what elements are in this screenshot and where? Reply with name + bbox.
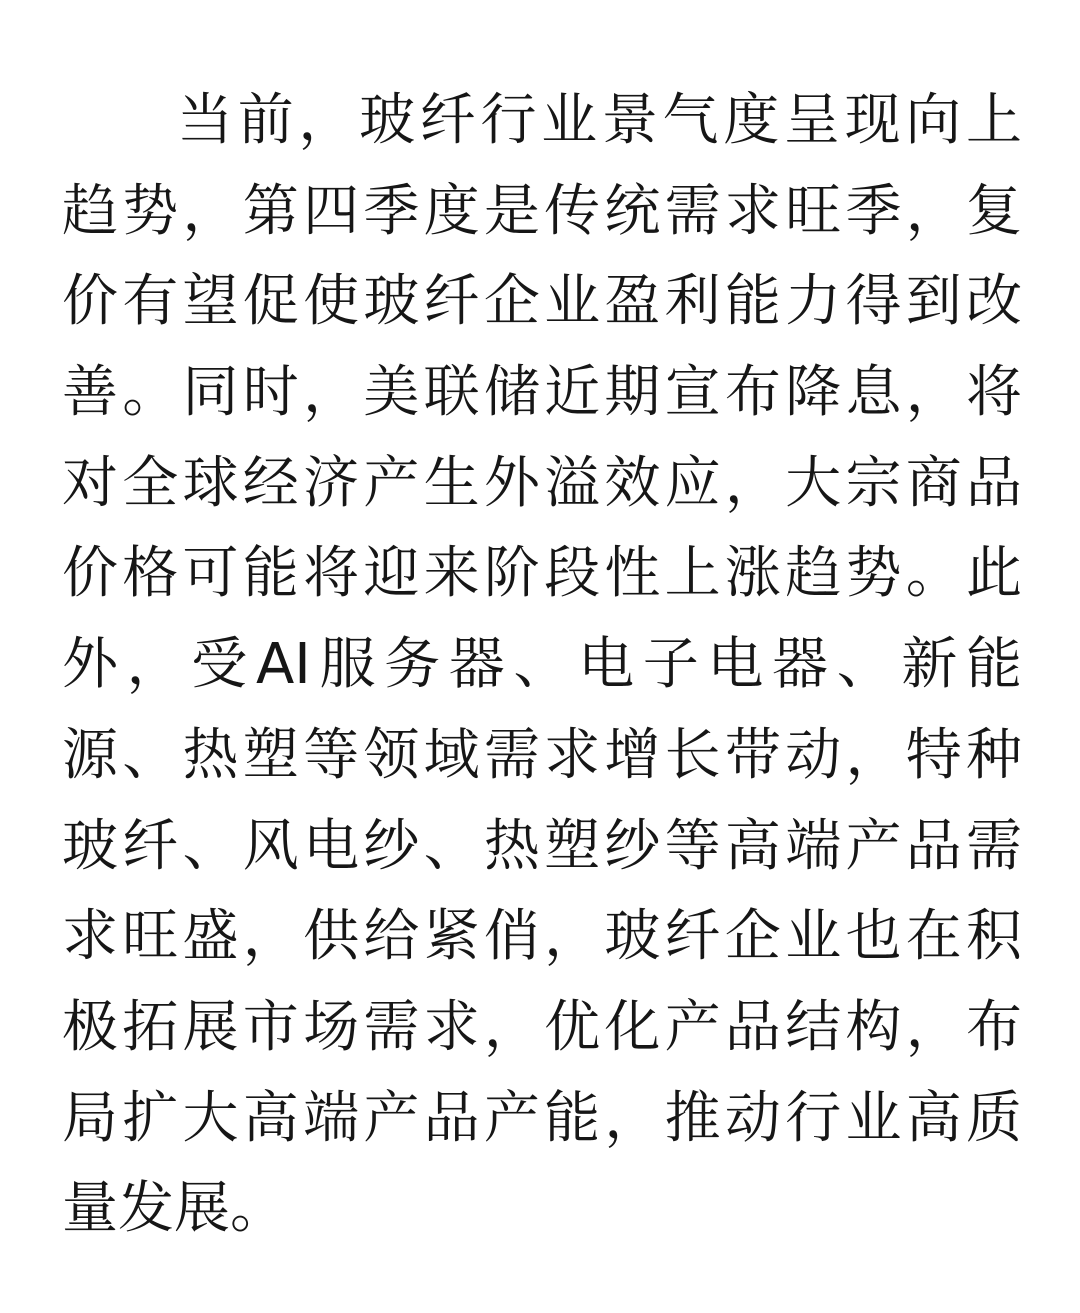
- paragraph-line: 当前，玻纤行业景气度呈现向上: [177, 88, 1022, 153]
- paragraph-line: 求旺盛，供给紧俏，玻纤企业也在积: [62, 904, 1022, 970]
- paragraph-line: 价格可能将迎来阶段性上涨趋势。此: [62, 541, 1022, 607]
- paragraph-line: 善。同时，美联储近期宣布降息，将: [62, 360, 1022, 426]
- paragraph-line: 外，受AI服务器、电子电器、新能: [62, 632, 1022, 698]
- paragraph-line: 价有望促使玻纤企业盈利能力得到改: [62, 269, 1022, 335]
- paragraph-line: 源、热塑等领域需求增长带动，特种: [62, 722, 1022, 788]
- paragraph-line: 量发展。: [62, 1176, 286, 1242]
- article-paragraph: [62, 84, 1022, 1263]
- paragraph-line: 趋势，第四季度是传统需求旺季，复: [62, 178, 1022, 244]
- paragraph-line: 对全球经济产生外溢效应，大宗商品: [62, 450, 1022, 516]
- paragraph-line: 玻纤、风电纱、热塑纱等高端产品需: [62, 813, 1022, 879]
- paragraph-line: 局扩大高端产品产能，推动行业高质: [62, 1085, 1022, 1151]
- paragraph-line: 极拓展市场需求，优化产品结构，布: [62, 994, 1022, 1060]
